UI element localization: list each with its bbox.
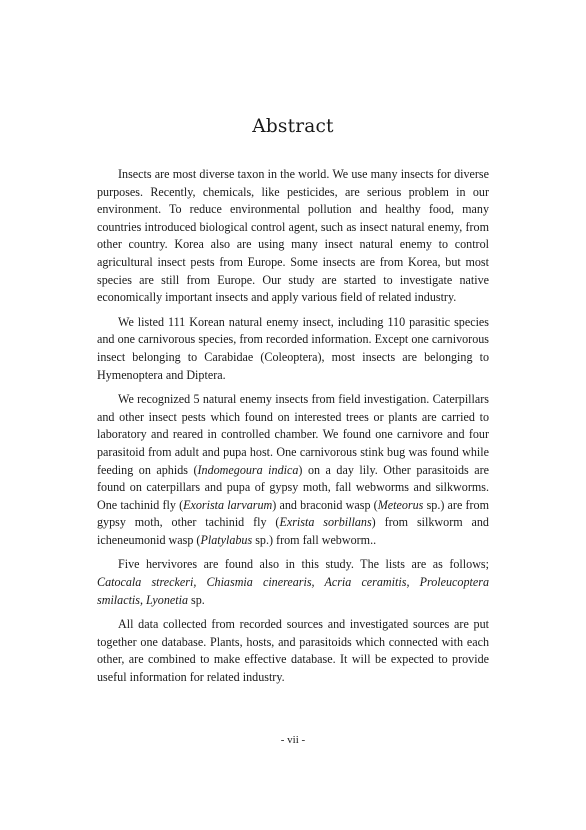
species-name-indomegoura-indica: Indomegoura indica bbox=[197, 462, 299, 477]
genus-name-platylabus: Platylabus bbox=[200, 532, 253, 547]
paragraph-3-text-1: We recognized 5 natural enemy insects from field investigation. Caterpillars and other insect pests which found on interested trees or plants are carried to laboratory and reared in controlled chamber. We found one carnivore and four parasitoid from adult and pupa host. One carnivorous stink bug was found while feeding on aphids ( bbox=[97, 392, 489, 477]
paragraph-3-text-5: ) from silkworm and icheneumonid wasp ( bbox=[97, 515, 489, 547]
paragraph-3-text-6: sp.) from fall webworm.. bbox=[252, 532, 377, 547]
paragraph-5: All data collected from recorded sources and investigated sources are put together one database. Plants, hosts, and parasitoids which connected with each other, are combined to make effective database. It will be expected to provide useful information for related industry. bbox=[97, 617, 489, 685]
page-number: - vii - bbox=[280, 734, 306, 746]
paragraph-3-text-4: sp.) are from gypsy moth, other tachinid fly ( bbox=[97, 497, 490, 530]
page-title: Abstract bbox=[252, 116, 334, 137]
paragraph-4 bbox=[97, 556, 489, 609]
species-name-exrista-sorbillans: Exrista sorbillans bbox=[279, 515, 372, 530]
paragraph-4-text-2: sp. bbox=[188, 592, 205, 607]
genus-name-meteorus: Meteorus bbox=[377, 497, 424, 512]
abstract-body bbox=[97, 166, 489, 694]
paragraph-3 bbox=[97, 391, 489, 549]
herbivore-species-list: Catocala streckeri, Chiasmia cinerearis, Acria ceramitis, Proleucoptera smilactis, Lyonetia bbox=[97, 575, 489, 607]
species-name-exorista-larvarum: Exorista larvarum bbox=[183, 497, 273, 512]
paragraph-3-text-2: ) on a day lily. Other parasitoids are found on caterpillars and pupa of gypsy moth, fall webworms and silkworms. One tachinid fly ( bbox=[97, 462, 489, 512]
paragraph-3-text-3: ) and braconid wasp ( bbox=[272, 497, 378, 512]
paragraph-4-text-1: Five hervivores are found also in this study. The lists are as follows; bbox=[118, 557, 489, 572]
paragraph-2: We listed 111 Korean natural enemy insect, including 110 parasitic species and one carnivorous species, from recorded information. Except one carnivorous insect belonging to Carabidae (Coleoptera), most insects are belonging to Hymenoptera and Diptera. bbox=[97, 314, 489, 382]
paragraph-1: Insects are most diverse taxon in the world. We use many insects for diverse purposes. Recently, chemicals, like pesticides, are serious problem in our environment. To reduce environmental pollution and healthy food, many countries introduced biological control agent, such as insect natural enemy, from other country. Korea also are using many insect natural enemy to control agricultural insect pests from Europe. Some insects are from Korea, but most species are still from Europe. Our study are started to investigate native economically important insects and apply various field of related industry. bbox=[97, 167, 489, 305]
